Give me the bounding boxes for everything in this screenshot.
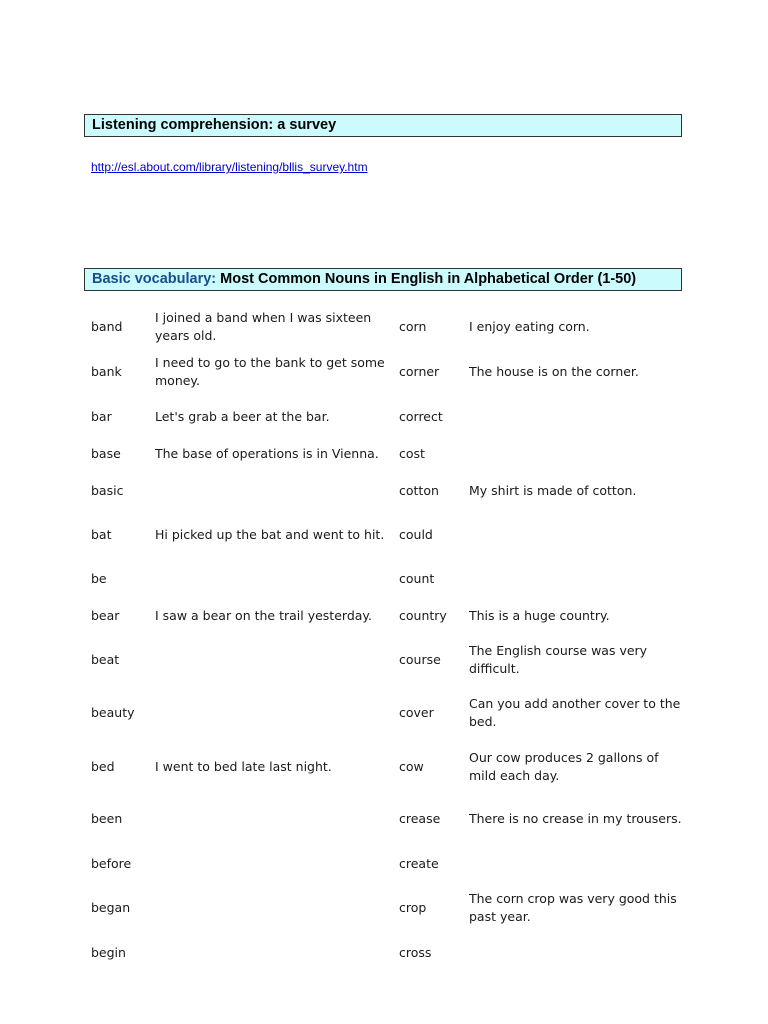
sentence-cell: This is a huge country. bbox=[469, 607, 610, 623]
word-cell: be bbox=[91, 571, 107, 586]
word-cell: band bbox=[91, 319, 123, 334]
vocabulary-heading-prefix: Basic vocabulary: bbox=[92, 271, 217, 287]
word-cell: crop bbox=[399, 900, 427, 915]
word-cell: been bbox=[91, 811, 123, 826]
word-cell: beauty bbox=[91, 705, 135, 720]
table-row bbox=[85, 509, 685, 561]
sentence-cell: There is no crease in my trousers. bbox=[469, 811, 682, 826]
word-cell: correct bbox=[399, 408, 443, 424]
word-cell: country bbox=[399, 607, 447, 623]
sentence-cell: I saw a bear on the trail yesterday. bbox=[155, 607, 373, 623]
table-row bbox=[85, 793, 685, 845]
table-row bbox=[85, 472, 685, 509]
sentence-cell: The base of operations is in Vienna. bbox=[155, 445, 379, 461]
sentence-cell: I joined a band when I was sixteen years old. bbox=[155, 310, 372, 343]
sentence-cell: Let's grab a beer at the bar. bbox=[155, 408, 330, 424]
table-row bbox=[85, 686, 685, 740]
sentence-cell: The corn crop was very good this past year. bbox=[469, 891, 677, 924]
sentence-cell: Can you add another cover to the bed. bbox=[469, 696, 681, 729]
sentence-cell: I went to bed late last night. bbox=[155, 758, 332, 774]
word-cell: base bbox=[91, 445, 121, 461]
word-cell: bar bbox=[91, 408, 112, 424]
word-cell: cow bbox=[399, 758, 424, 774]
table-row bbox=[85, 845, 685, 882]
word-cell: beat bbox=[91, 652, 120, 667]
vocabulary-heading-title: Most Common Nouns in English in Alphabetical Order (1-50) bbox=[220, 271, 637, 287]
vocabulary-table bbox=[85, 309, 685, 972]
section-heading-listening-text: Listening comprehension: a survey bbox=[92, 117, 337, 133]
word-cell: bed bbox=[91, 758, 115, 774]
word-cell: cost bbox=[399, 445, 425, 461]
sentence-cell: I need to go to the bank to get some money. bbox=[155, 354, 385, 388]
word-cell: before bbox=[91, 855, 132, 871]
word-cell: bear bbox=[91, 607, 120, 623]
sentence-cell: Hi picked up the bat and went to hit. bbox=[155, 527, 385, 542]
table-row bbox=[85, 934, 685, 972]
word-cell: began bbox=[91, 900, 131, 915]
word-cell: bat bbox=[91, 527, 112, 542]
word-cell: bank bbox=[91, 363, 122, 379]
table-row bbox=[85, 345, 685, 398]
sentence-cell: The house is on the corner. bbox=[469, 363, 639, 379]
word-cell: cotton bbox=[399, 482, 439, 498]
section-heading-vocabulary bbox=[84, 268, 682, 291]
word-cell: create bbox=[399, 855, 439, 871]
sentence-cell: I enjoy eating corn. bbox=[469, 319, 590, 334]
sentence-cell: The English course was very difficult. bbox=[469, 643, 648, 676]
word-cell: cross bbox=[399, 945, 432, 960]
sentence-cell: Our cow produces 2 gallons of mild each day. bbox=[469, 749, 659, 783]
table-row bbox=[85, 309, 685, 345]
word-cell: begin bbox=[91, 945, 126, 960]
word-cell: crease bbox=[399, 811, 441, 826]
survey-link[interactable]: http://esl.about.com/library/listening/bllis_survey.htm bbox=[91, 160, 368, 174]
word-cell: cover bbox=[399, 705, 434, 720]
table-row bbox=[85, 435, 685, 472]
word-cell: count bbox=[399, 571, 435, 586]
table-row bbox=[85, 634, 685, 686]
table-row bbox=[85, 597, 685, 634]
sentence-cell: My shirt is made of cotton. bbox=[469, 482, 637, 498]
table-row bbox=[85, 740, 685, 793]
section-heading-listening bbox=[84, 114, 682, 137]
table-row bbox=[85, 398, 685, 435]
word-cell: corner bbox=[399, 363, 440, 379]
word-cell: corn bbox=[399, 319, 427, 334]
word-cell: could bbox=[399, 527, 433, 542]
table-row bbox=[85, 561, 685, 597]
table-row bbox=[85, 882, 685, 934]
word-cell: course bbox=[399, 652, 441, 667]
word-cell: basic bbox=[91, 482, 124, 498]
